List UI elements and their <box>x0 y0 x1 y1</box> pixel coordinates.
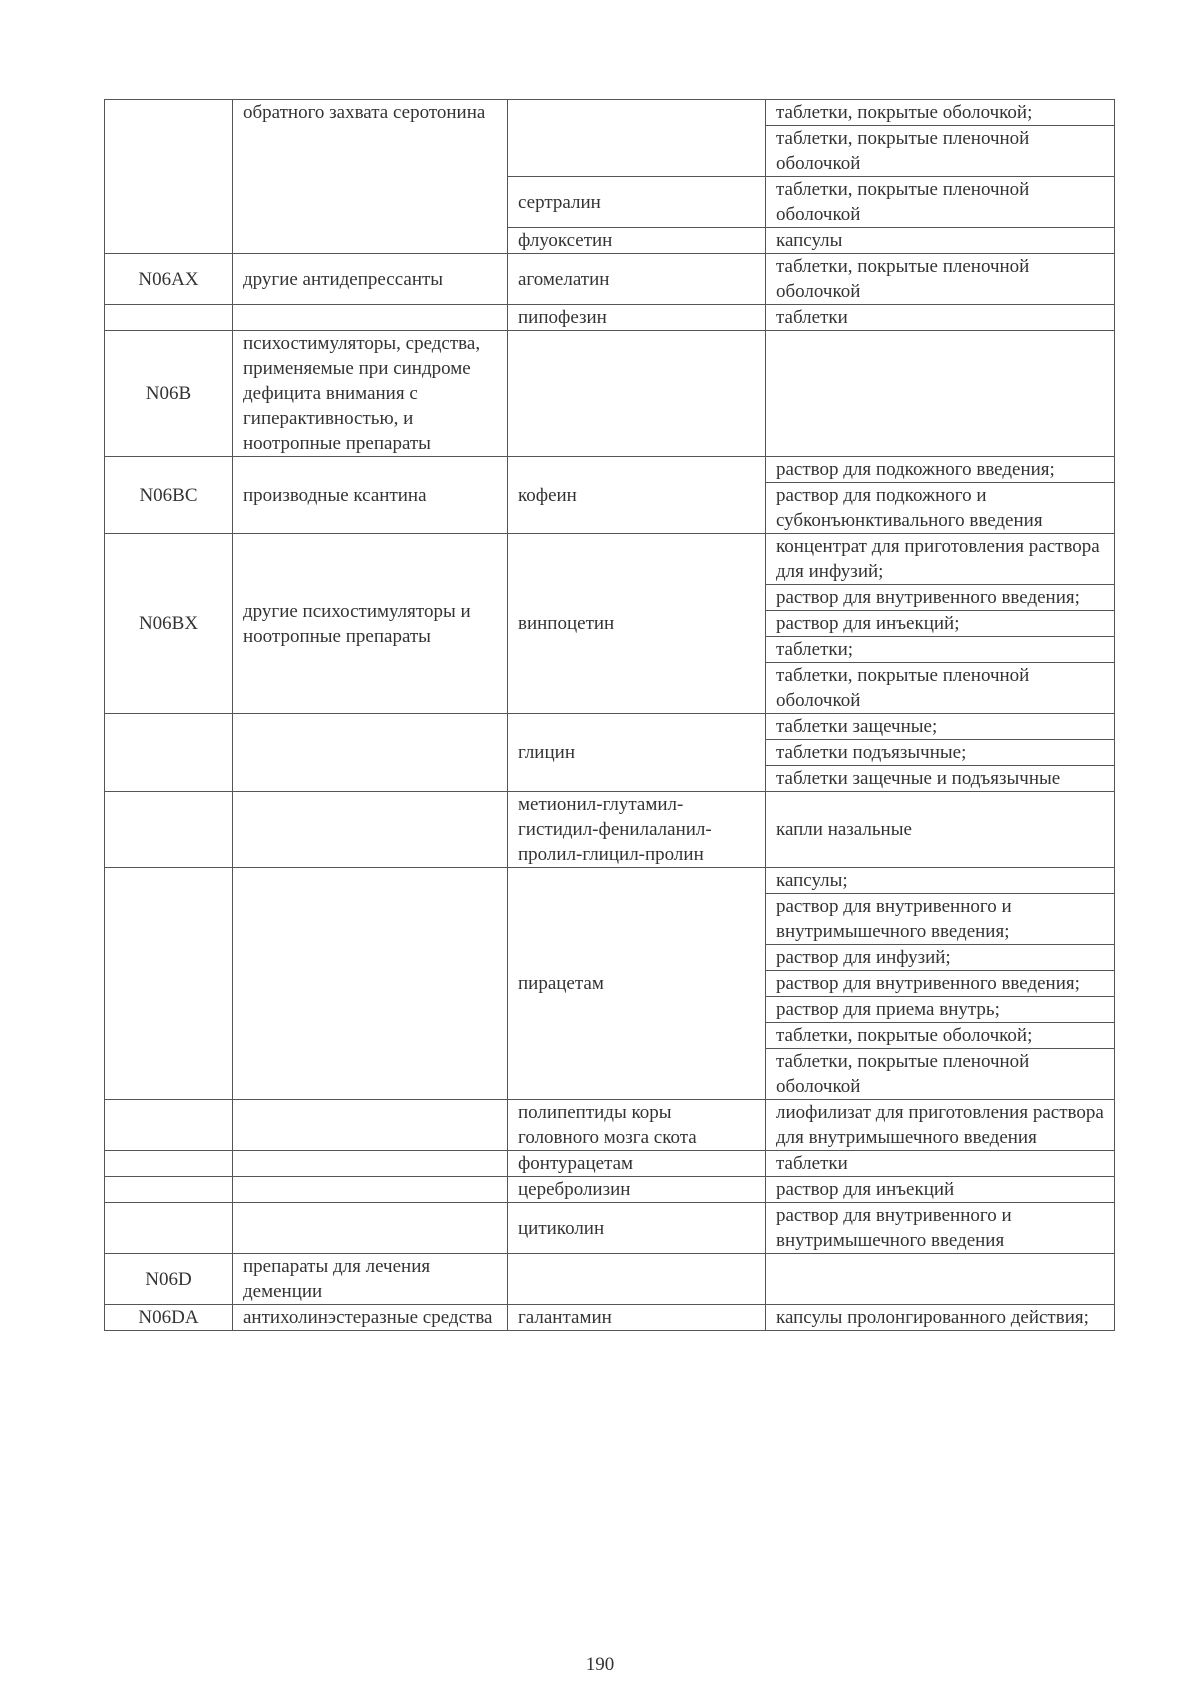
table-row <box>105 457 1115 483</box>
drug-name-cell: цитиколин <box>508 1203 766 1254</box>
drug-name-cell: фонтурацетам <box>508 1151 766 1177</box>
dosage-form-cell: капсулы <box>766 228 1115 254</box>
atc-code-cell <box>105 305 233 331</box>
dosage-form-cell: раствор для подкожного и субконъюнктивального введения <box>766 483 1115 534</box>
table-row <box>105 792 1115 868</box>
atc-code-cell <box>105 792 233 868</box>
group-name-cell: антихолинэстеразные средства <box>233 1305 508 1331</box>
dosage-form-cell <box>766 1254 1115 1305</box>
dosage-form-cell: раствор для внутривенного введения; <box>766 585 1115 611</box>
dosage-form-cell: лиофилизат для приготовления раствора для внутримышечного введения <box>766 1100 1115 1151</box>
atc-code-cell: N06D <box>105 1254 233 1305</box>
dosage-form-cell: раствор для внутривенного и внутримышечного введения; <box>766 894 1115 945</box>
dosage-form-cell: капли назальные <box>766 792 1115 868</box>
table-row <box>105 305 1115 331</box>
dosage-form-cell: таблетки, покрытые оболочкой; <box>766 1023 1115 1049</box>
atc-code-cell: N06DA <box>105 1305 233 1331</box>
dosage-form-cell: капсулы пролонгированного действия; <box>766 1305 1115 1331</box>
atc-code-cell: N06BX <box>105 534 233 714</box>
dosage-form-cell: раствор для внутривенного и внутримышечного введения <box>766 1203 1115 1254</box>
drug-name-cell: кофеин <box>508 457 766 534</box>
drug-name-cell: глицин <box>508 714 766 792</box>
dosage-form-cell: капсулы; <box>766 868 1115 894</box>
atc-code-cell <box>105 1100 233 1151</box>
drug-name-cell: винпоцетин <box>508 534 766 714</box>
dosage-form-cell: таблетки подъязычные; <box>766 740 1115 766</box>
group-name-cell <box>233 792 508 868</box>
atc-code-cell <box>105 100 233 254</box>
group-name-cell <box>233 1100 508 1151</box>
atc-code-cell <box>105 1151 233 1177</box>
table-row <box>105 1177 1115 1203</box>
dosage-form-cell: таблетки <box>766 1151 1115 1177</box>
table-row <box>105 1254 1115 1305</box>
group-name-cell: обратного захвата серотонина <box>233 100 508 254</box>
dosage-form-cell: раствор для инфузий; <box>766 945 1115 971</box>
table-row <box>105 868 1115 894</box>
drug-name-cell: агомелатин <box>508 254 766 305</box>
drug-name-cell <box>508 1254 766 1305</box>
dosage-form-cell: раствор для инъекций <box>766 1177 1115 1203</box>
dosage-form-cell: таблетки <box>766 305 1115 331</box>
dosage-form-cell: раствор для приема внутрь; <box>766 997 1115 1023</box>
dosage-form-cell: таблетки, покрытые оболочкой; <box>766 100 1115 126</box>
drug-name-cell: пирацетам <box>508 868 766 1100</box>
drug-name-cell: пипофезин <box>508 305 766 331</box>
atc-code-cell <box>105 868 233 1100</box>
atc-code-cell: N06B <box>105 331 233 457</box>
dosage-form-cell: таблетки, покрытые пленочной оболочкой <box>766 1049 1115 1100</box>
drug-name-cell: сертралин <box>508 177 766 228</box>
group-name-cell: другие психостимуляторы и ноотропные препараты <box>233 534 508 714</box>
dosage-form-cell: концентрат для приготовления раствора для инфузий; <box>766 534 1115 585</box>
group-name-cell <box>233 714 508 792</box>
table-row <box>105 1203 1115 1254</box>
table-row <box>105 331 1115 457</box>
dosage-form-cell: таблетки, покрытые пленочной оболочкой <box>766 126 1115 177</box>
drug-name-cell <box>508 331 766 457</box>
dosage-form-cell <box>766 331 1115 457</box>
table-row <box>105 1100 1115 1151</box>
group-name-cell: другие антидепрессанты <box>233 254 508 305</box>
atc-code-cell: N06BC <box>105 457 233 534</box>
table-row <box>105 100 1115 126</box>
group-name-cell: препараты для лечения деменции <box>233 1254 508 1305</box>
dosage-form-cell: таблетки, покрытые пленочной оболочкой <box>766 663 1115 714</box>
dosage-form-cell: таблетки, покрытые пленочной оболочкой <box>766 177 1115 228</box>
dosage-form-cell: таблетки защечные и подъязычные <box>766 766 1115 792</box>
atc-code-cell <box>105 1177 233 1203</box>
drug-name-cell <box>508 100 766 177</box>
drug-name-cell: галантамин <box>508 1305 766 1331</box>
table-row <box>105 1151 1115 1177</box>
group-name-cell <box>233 305 508 331</box>
table-row <box>105 534 1115 585</box>
group-name-cell: производные ксантина <box>233 457 508 534</box>
atc-code-cell <box>105 714 233 792</box>
dosage-form-cell: таблетки защечные; <box>766 714 1115 740</box>
drug-name-cell: церебролизин <box>508 1177 766 1203</box>
group-name-cell: психостимуляторы, средства, применяемые при синдроме дефицита внимания с гиперактивностью, и ноотропные препараты <box>233 331 508 457</box>
medication-table <box>104 99 1115 1331</box>
atc-code-cell: N06AX <box>105 254 233 305</box>
drug-name-cell: полипептиды коры головного мозга скота <box>508 1100 766 1151</box>
table-row <box>105 714 1115 740</box>
group-name-cell <box>233 1177 508 1203</box>
dosage-form-cell: раствор для инъекций; <box>766 611 1115 637</box>
group-name-cell <box>233 1203 508 1254</box>
atc-code-cell <box>105 1203 233 1254</box>
dosage-form-cell: раствор для подкожного введения; <box>766 457 1115 483</box>
drug-name-cell: флуоксетин <box>508 228 766 254</box>
drug-name-cell: метионил-глутамил-гистидил-фенилаланил-пролил-глицил-пролин <box>508 792 766 868</box>
dosage-form-cell: таблетки; <box>766 637 1115 663</box>
table-row <box>105 254 1115 305</box>
dosage-form-cell: раствор для внутривенного введения; <box>766 971 1115 997</box>
group-name-cell <box>233 1151 508 1177</box>
table-row <box>105 1305 1115 1331</box>
group-name-cell <box>233 868 508 1100</box>
dosage-form-cell: таблетки, покрытые пленочной оболочкой <box>766 254 1115 305</box>
page-number: 190 <box>585 1654 615 1675</box>
